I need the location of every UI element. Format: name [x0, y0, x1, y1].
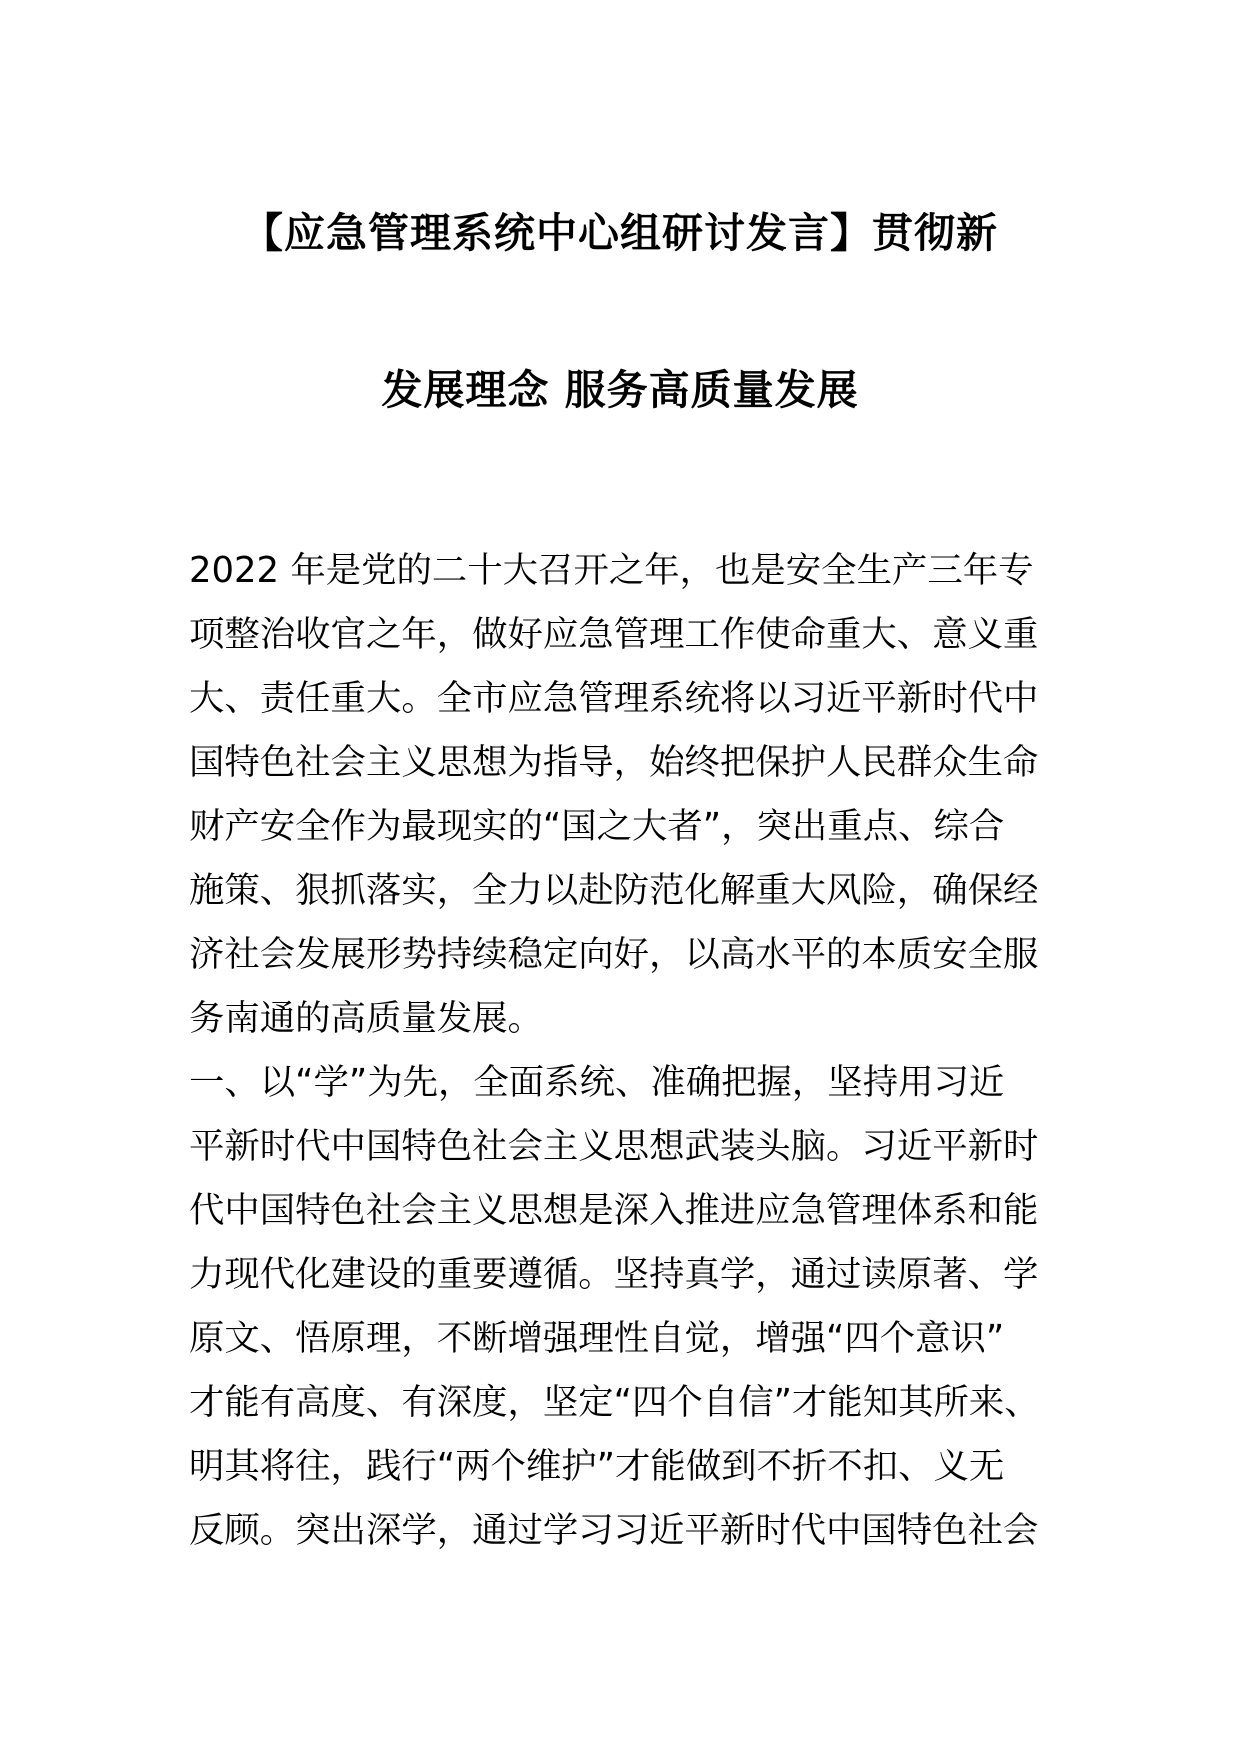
body-text-line: 反顾。突出深学，通过学习习近平新时代中国特色社会 [189, 1510, 1039, 1551]
body-text-line: 施策、狠抓落实，全力以赴防范化解重大风险，确保经 [189, 870, 1039, 911]
body-text-line: 务南通的高质量发展。 [189, 998, 543, 1039]
body-text-line: 项整治收官之年，做好应急管理工作使命重大、意义重 [189, 614, 1039, 655]
document-title-line-2: 发展理念 服务高质量发展 [381, 366, 859, 414]
body-text-line: 财产安全作为最现实的“国之大者”，突出重点、综合 [189, 806, 1005, 847]
body-text-line: 济社会发展形势持续稳定向好，以高水平的本质安全服 [189, 934, 1039, 975]
body-text-line: 代中国特色社会主义思想是深入推进应急管理体系和能 [189, 1190, 1039, 1231]
body-text-line: 才能有高度、有深度，坚定“四个自信”才能知其所来、 [189, 1382, 1040, 1423]
body-text-line: 力现代化建设的重要遵循。坚持真学，通过读原著、学 [189, 1254, 1039, 1295]
body-text-line: 国特色社会主义思想为指导，始终把保护人民群众生命 [189, 742, 1039, 783]
body-text-line: 一、以“学”为先，全面系统、准确把握，坚持用习近 [189, 1062, 1005, 1103]
body-text-line: 平新时代中国特色社会主义思想武装头脑。习近平新时 [189, 1126, 1039, 1167]
body-text-line: 原文、悟原理，不断增强理性自觉，增强“四个意识” [189, 1318, 1005, 1359]
body-text-line: 大、责任重大。全市应急管理系统将以习近平新时代中 [189, 678, 1039, 719]
body-text-line: 明其将往，践行“两个维护”才能做到不折不扣、义无 [189, 1446, 1005, 1487]
document-title-line-1: 【应急管理系统中心组研讨发言】贯彻新 [242, 209, 998, 257]
body-text-line: 2022 年是党的二十大召开之年，也是安全生产三年专 [189, 550, 1034, 591]
